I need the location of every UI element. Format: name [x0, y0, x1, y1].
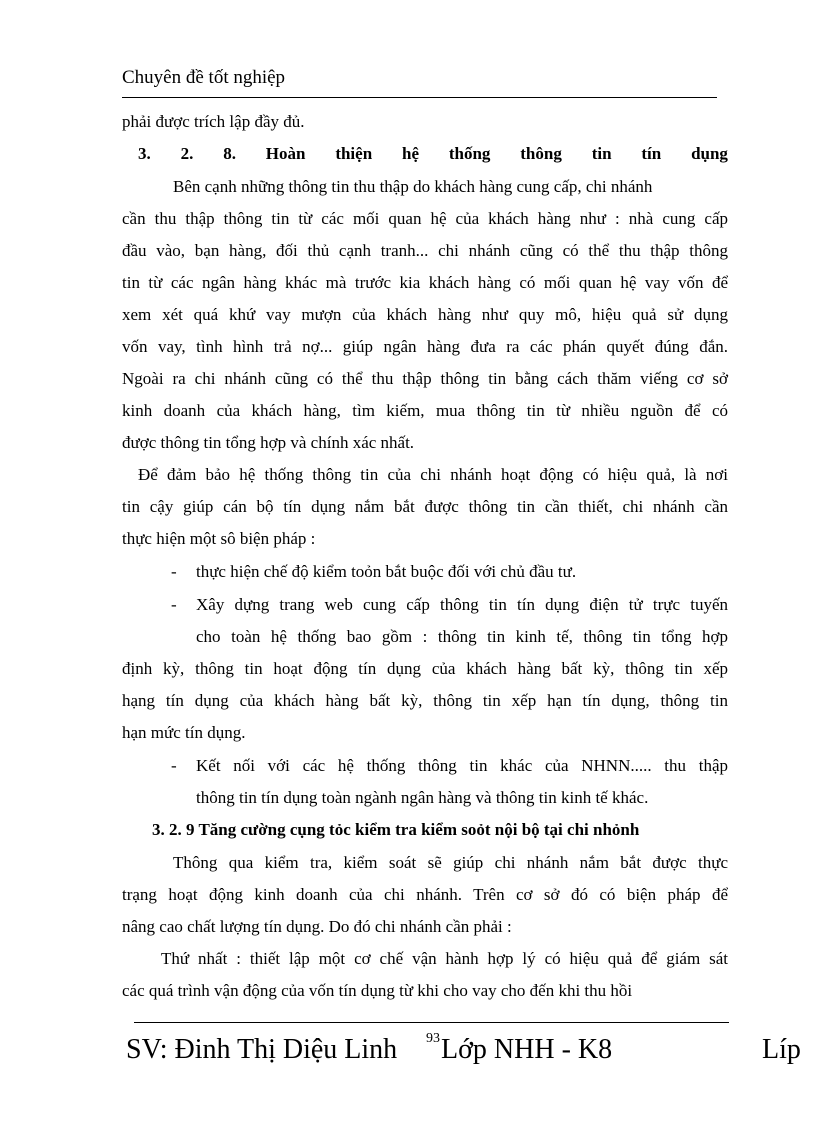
heading-word: thiện	[335, 144, 373, 163]
heading-word: tin	[591, 144, 612, 163]
paragraph-line: Để đảm bảo hệ thống thông tin của chi nhánh hoạt động có hiệu quả, là nơi	[138, 465, 728, 484]
page-header-title: Chuyên đề tốt nghiệp	[122, 67, 286, 88]
footer-extra-text: Líp	[762, 1034, 801, 1065]
paragraph-line: thực hiện một sô biện pháp :	[122, 529, 316, 548]
bullet-line: thông tin tín dụng toàn ngành ngân hàng và thông tin kinh tế khác.	[196, 788, 649, 807]
paragraph-line: Thứ nhất : thiết lập một cơ chế vận hành hợp lý có hiệu quả để giám sát	[161, 949, 728, 968]
section-heading-3-2-8	[138, 143, 728, 165]
bullet-line: hạng tín dụng của khách hàng bất kỳ, thông tin xếp hạn tín dụng, thông tin	[122, 691, 728, 710]
paragraph-line: Thông qua kiểm tra, kiểm soát sẽ giúp chi nhánh nắm bắt được thực	[173, 853, 728, 872]
bullet-line: Kết nối với các hệ thống thông tin khác của NHNN..... thu thập	[196, 756, 728, 775]
bullet-line: hạn mức tín dụng.	[122, 723, 246, 742]
paragraph-line: đầu vào, bạn hàng, đối thủ cạnh tranh... chi nhánh cũng có thể thu thập thông	[122, 241, 728, 260]
paragraph-line: nâng cao chất lượng tín dụng. Do đó chi nhánh cần phải :	[122, 917, 512, 936]
heading-word: hệ	[402, 144, 419, 163]
heading-word: thống	[448, 144, 491, 163]
heading-word: 8.	[223, 144, 236, 163]
paragraph-line: kinh doanh của khách hàng, tìm kiếm, mua thông tin từ nhiều nguồn để có	[122, 401, 728, 420]
heading-word: 3.	[138, 144, 151, 163]
paragraph-line: vốn vay, tình hình trả nợ... giúp ngân hàng đưa ra các phán quyết đúng đắn.	[122, 337, 728, 356]
bullet-dash: -	[171, 595, 177, 614]
heading-word: tín	[641, 144, 662, 163]
heading-word: 2.	[180, 144, 194, 163]
footer-class: Lớp NHH - K8	[441, 1034, 613, 1065]
footer-student-name: SV: Đinh Thị Diệu Linh	[126, 1034, 398, 1065]
heading-word: thông	[520, 144, 562, 163]
bullet-line: Xây dựng trang web cung cấp thông tin tín dụng điện tử trực tuyến	[196, 595, 728, 614]
heading-word: Hoàn	[265, 144, 306, 163]
paragraph-line: Ngoài ra chi nhánh cũng có thể thu thập thông tin bằng cách thăm viếng cơ sở	[122, 369, 728, 388]
bullet-dash: -	[171, 756, 177, 775]
paragraph-line: tin từ các ngân hàng khác mà trước kia khách hàng có mối quan hệ vay vốn để	[122, 273, 728, 292]
header-rule	[122, 97, 717, 98]
bullet-dash: -	[171, 562, 177, 581]
paragraph-line: xem xét quá khứ vay mượn của khách hàng như quy mô, hiệu quả sử dụng	[122, 305, 728, 324]
paragraph-line: trạng hoạt động kinh doanh của chi nhánh. Trên cơ sở đó có biện pháp để	[122, 885, 728, 904]
bullet-line: định kỳ, thông tin hoạt động tín dụng của khách hàng bất kỳ, thông tin xếp	[122, 659, 728, 678]
paragraph-line: tin cậy giúp cán bộ tín dụng nắm bắt được thông tin cần thiết, chi nhánh cần	[122, 497, 728, 516]
paragraph-line: Bên cạnh những thông tin thu thập do khách hàng cung cấp, chi nhánh	[173, 177, 653, 196]
footer-rule	[134, 1022, 729, 1023]
text-line: phải được trích lập đầy đủ.	[122, 112, 305, 131]
bullet-line: thực hiện chế độ kiểm toỏn bắt buộc đối với chủ đầu tư.	[196, 562, 577, 581]
heading-word: dụng	[691, 144, 728, 163]
page-number: 93	[426, 1031, 440, 1046]
bullet-line: cho toàn hệ thống bao gồm : thông tin kinh tế, thông tin tổng hợp	[196, 627, 728, 646]
section-heading-3-2-9: 3. 2. 9 Tăng cường cụng tỏc kiểm tra kiểm soỏt nội bộ tại chi nhỏnh	[152, 820, 640, 839]
paragraph-line: cần thu thập thông tin từ các mối quan hệ của khách hàng như : nhà cung cấp	[122, 209, 728, 228]
paragraph-line: các quá trình vận động của vốn tín dụng từ khi cho vay cho đến khi thu hồi	[122, 981, 633, 1000]
paragraph-line: được thông tin tổng hợp và chính xác nhất.	[122, 433, 415, 452]
